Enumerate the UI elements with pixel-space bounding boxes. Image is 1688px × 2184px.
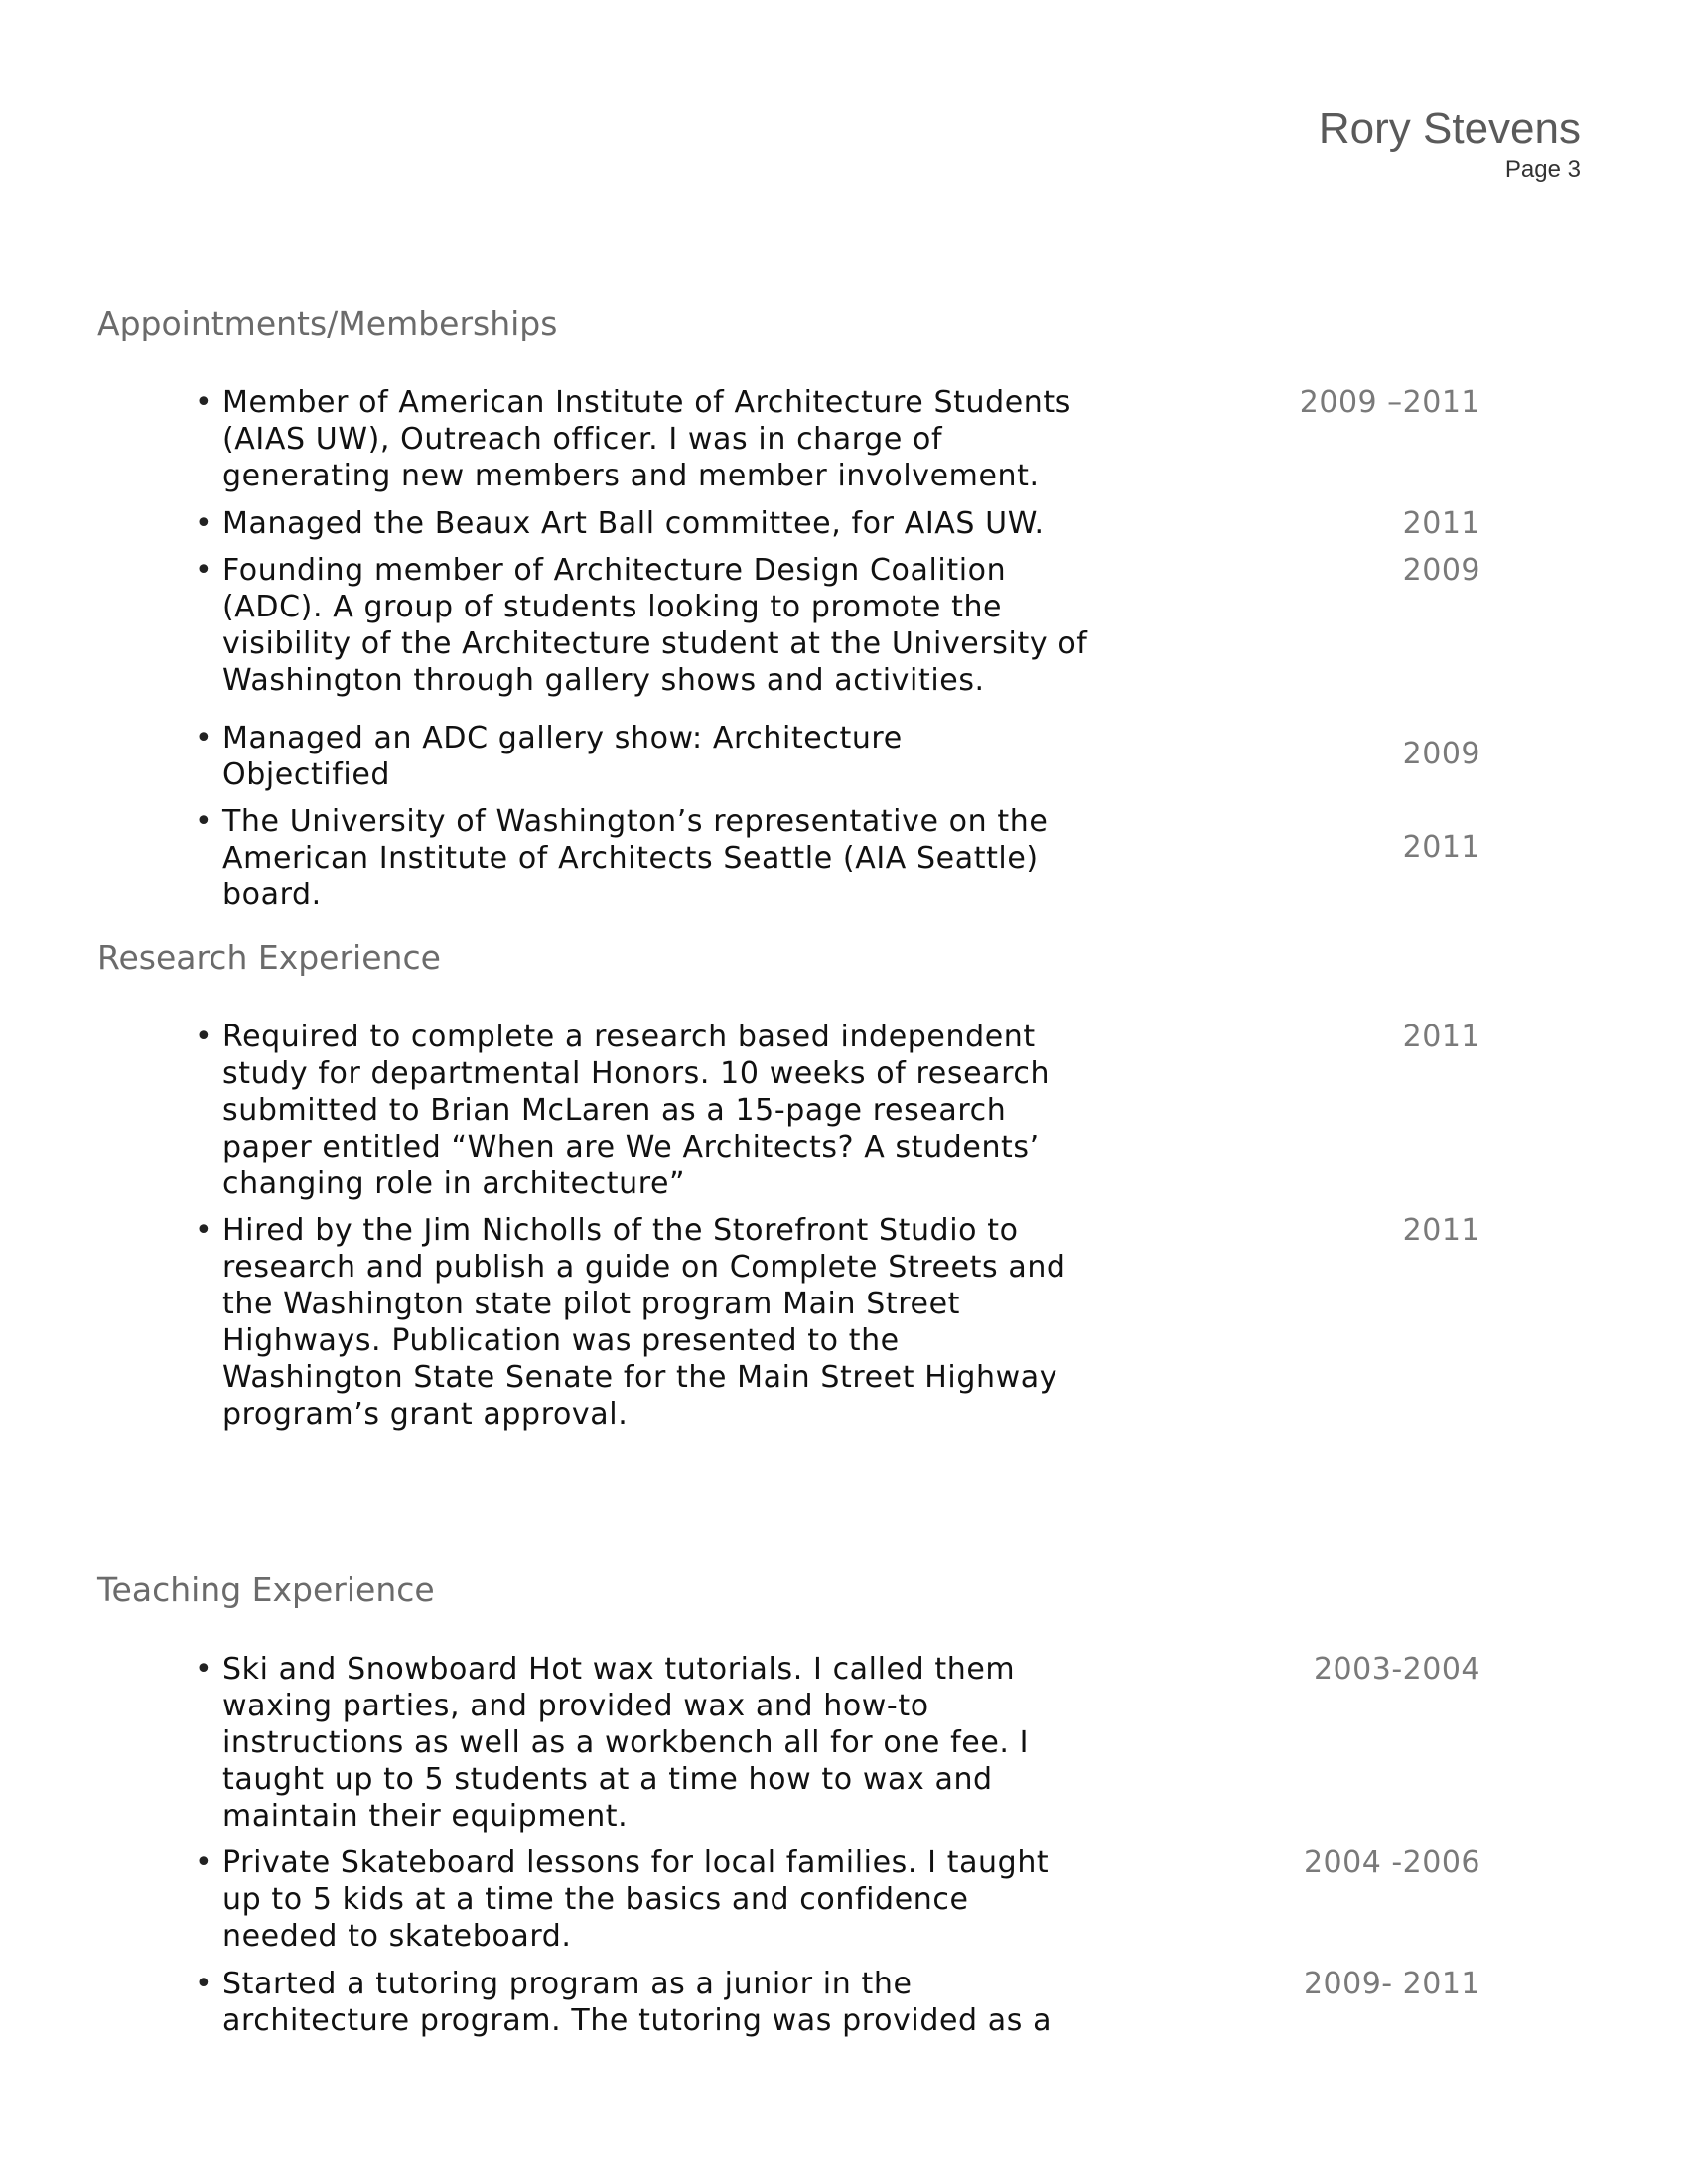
author-name: Rory Stevens bbox=[1318, 104, 1581, 153]
entry-date: 2009- 2011 bbox=[1303, 1967, 1480, 2001]
entry-line: maintain their equipment. bbox=[222, 1799, 629, 1834]
entry-line: Hired by the Jim Nicholls of the Storefront Studio to bbox=[222, 1213, 1019, 1248]
entry-description bbox=[222, 505, 1096, 542]
entry-line: architecture program. The tutoring was provided as a bbox=[222, 2003, 1053, 2038]
section-title: Research Experience bbox=[97, 938, 441, 977]
entry-date: 2009 bbox=[1402, 737, 1480, 771]
entry-line: (ADC). A group of students looking to promote the bbox=[222, 590, 1003, 624]
entry-line: (AIAS UW), Outreach officer. I was in charge of bbox=[222, 422, 943, 457]
entry-line: study for departmental Honors. 10 weeks of research bbox=[222, 1056, 1051, 1091]
entry-date: 2009 bbox=[1402, 553, 1480, 588]
entry-description bbox=[222, 1966, 1096, 2039]
entry-date: 2011 bbox=[1402, 1020, 1480, 1054]
entry-line: needed to skateboard. bbox=[222, 1919, 572, 1954]
section-title: Appointments/Memberships bbox=[97, 304, 558, 342]
entry-line: research and publish a guide on Complete Streets and bbox=[222, 1250, 1066, 1285]
bullet-icon: • bbox=[195, 1020, 212, 1054]
entry-date: 2009 –2011 bbox=[1299, 385, 1480, 420]
page-number: Page 3 bbox=[1504, 156, 1581, 183]
bullet-icon: • bbox=[195, 506, 212, 541]
bullet-icon: • bbox=[195, 553, 212, 588]
entry-date: 2003-2004 bbox=[1313, 1652, 1480, 1687]
bullet-icon: • bbox=[195, 1213, 212, 1248]
entry-line: taught up to 5 students at a time how to wax and bbox=[222, 1762, 993, 1797]
entry-line: generating new members and member involvement. bbox=[222, 459, 1040, 493]
entry-line: board. bbox=[222, 878, 322, 912]
entry-line: Required to complete a research based independent bbox=[222, 1020, 1036, 1054]
bullet-icon: • bbox=[195, 804, 212, 839]
entry-description bbox=[222, 720, 1096, 793]
bullet-icon: • bbox=[195, 1652, 212, 1687]
entry-line: The University of Washington’s representative on the bbox=[222, 804, 1049, 839]
entry-line: the Washington state pilot program Main Street bbox=[222, 1287, 960, 1321]
bullet-icon: • bbox=[195, 385, 212, 420]
entry-description bbox=[222, 803, 1096, 913]
entry-line: Private Skateboard lessons for local families. I taught bbox=[222, 1845, 1050, 1880]
entry-line: Managed the Beaux Art Ball committee, for AIAS UW. bbox=[222, 506, 1045, 541]
entry-line: Member of American Institute of Architecture Students bbox=[222, 385, 1071, 420]
entry-line: visibility of the Architecture student at the University of bbox=[222, 626, 1088, 661]
entry-date: 2004 -2006 bbox=[1303, 1845, 1480, 1880]
entry-line: submitted to Brian McLaren as a 15-page research bbox=[222, 1093, 1007, 1128]
entry-line: Washington State Senate for the Main Street Highway bbox=[222, 1360, 1058, 1395]
entry-date: 2011 bbox=[1402, 506, 1480, 541]
bullet-icon: • bbox=[195, 1967, 212, 2001]
entry-date: 2011 bbox=[1402, 1213, 1480, 1248]
page-header bbox=[1319, 103, 1581, 185]
entry-line: paper entitled “When are We Architects? A students’ bbox=[222, 1130, 1040, 1164]
section-title: Teaching Experience bbox=[97, 1570, 435, 1609]
entry-line: up to 5 kids at a time the basics and confidence bbox=[222, 1882, 969, 1917]
entry-description bbox=[222, 1019, 1096, 1202]
entry-line: Objectified bbox=[222, 757, 391, 792]
bullet-icon: • bbox=[195, 721, 212, 755]
entry-line: American Institute of Architects Seattle (AIA Seattle) bbox=[222, 841, 1039, 876]
entry-description bbox=[222, 552, 1096, 699]
entry-line: Highways. Publication was presented to the bbox=[222, 1323, 900, 1358]
entry-description bbox=[222, 384, 1096, 494]
entry-line: Ski and Snowboard Hot wax tutorials. I called them bbox=[222, 1652, 1016, 1687]
entry-description bbox=[222, 1651, 1096, 1835]
entry-line: Washington through gallery shows and activities. bbox=[222, 663, 985, 698]
entry-line: program’s grant approval. bbox=[222, 1397, 629, 1432]
entry-line: Founding member of Architecture Design Coalition bbox=[222, 553, 1007, 588]
entry-line: changing role in architecture” bbox=[222, 1166, 686, 1201]
entry-line: waxing parties, and provided wax and how-to bbox=[222, 1689, 929, 1723]
entry-description bbox=[222, 1212, 1096, 1433]
bullet-icon: • bbox=[195, 1845, 212, 1880]
entry-line: Managed an ADC gallery show: Architecture bbox=[222, 721, 903, 755]
entry-description bbox=[222, 1844, 1096, 1955]
entry-line: Started a tutoring program as a junior in the bbox=[222, 1967, 913, 2001]
entry-line: instructions as well as a workbench all for one fee. I bbox=[222, 1725, 1030, 1760]
entry-date: 2011 bbox=[1402, 830, 1480, 865]
